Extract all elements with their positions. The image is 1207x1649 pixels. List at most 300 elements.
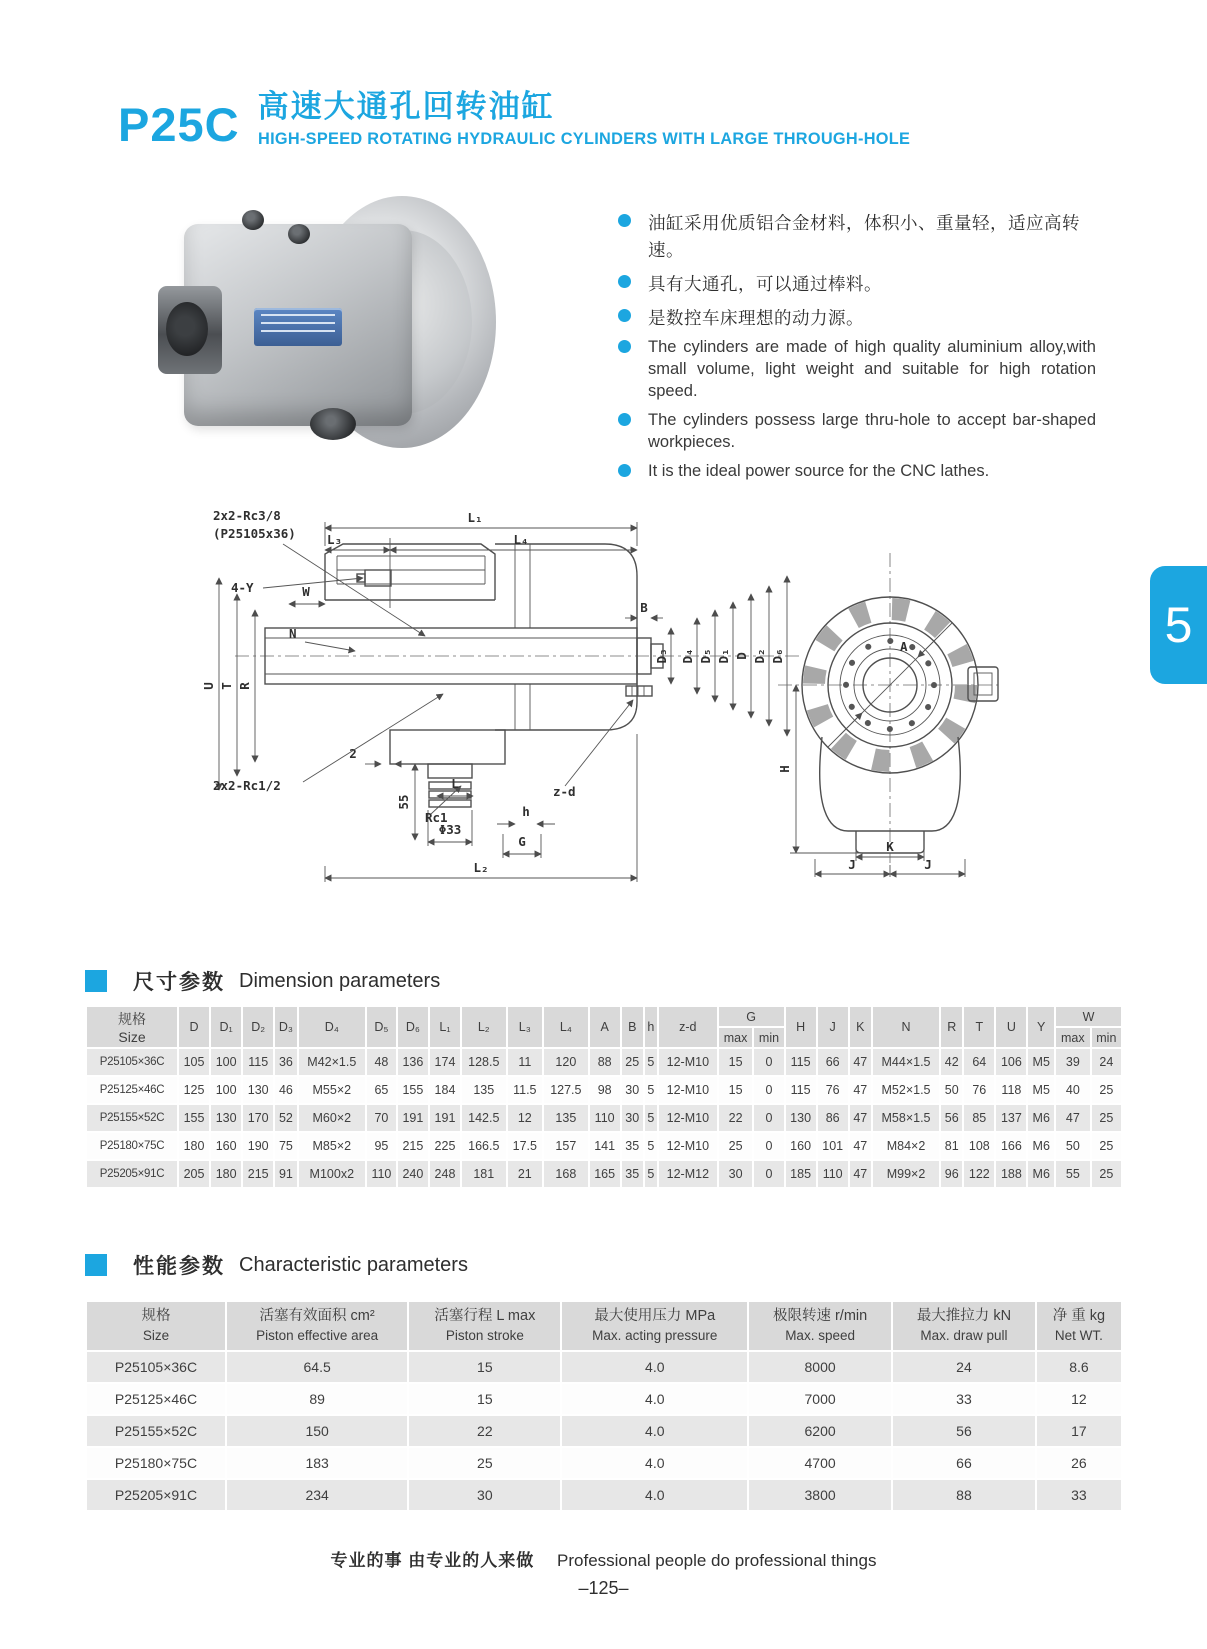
col-header: D: [178, 1006, 210, 1048]
feature-text: The cylinders possess large thru-hole to accept bar-shaped workpieces.: [648, 411, 1096, 451]
row-value-cell: 47: [1055, 1104, 1091, 1132]
col-zh: 最大使用压力 MPa: [594, 1308, 716, 1324]
row-value-cell: 15: [718, 1048, 754, 1076]
row-value-cell: M58×1.5: [872, 1104, 940, 1132]
feature-text: 油缸采用优质铝合金材料，体积小、重量轻，适应高转速。: [648, 213, 1080, 260]
row-value-cell: 47: [849, 1048, 872, 1076]
dim-label-L1: L₁: [467, 510, 483, 525]
row-value-cell: 50: [1055, 1132, 1091, 1160]
col-header-W: W: [1055, 1006, 1122, 1027]
photo-bolt: [242, 210, 264, 230]
col-zh: 活塞有效面积 cm²: [259, 1308, 375, 1324]
end-view-drawing: [770, 545, 1005, 879]
row-value-cell: 106: [995, 1048, 1027, 1076]
row-value-cell: 135: [461, 1076, 507, 1104]
row-value-cell: 215: [242, 1160, 274, 1188]
row-value-cell: 4700: [748, 1447, 892, 1479]
row-value-cell: 21: [507, 1160, 544, 1188]
row-value-cell: 25: [1091, 1076, 1122, 1104]
col-header: [748, 1301, 892, 1351]
table-row: [86, 1351, 1122, 1383]
table-row: [86, 1415, 1122, 1447]
row-value-cell: 96: [940, 1160, 963, 1188]
col-en: Piston effective area: [256, 1328, 379, 1343]
col-header: D₆: [397, 1006, 429, 1048]
char-title-en: Characteristic parameters: [239, 1253, 468, 1276]
col-en: Max. speed: [785, 1328, 855, 1343]
row-value-cell: 191: [397, 1104, 429, 1132]
footer-slogan-en: Professional people do professional things: [557, 1551, 877, 1570]
col-zh: 活塞行程 L max: [434, 1308, 536, 1324]
col-header: L₃: [507, 1006, 544, 1048]
row-value-cell: M42×1.5: [298, 1048, 366, 1076]
dimension-table-head: [86, 1006, 1122, 1048]
row-value-cell: 105: [178, 1048, 210, 1076]
dim-label-H: H: [777, 765, 792, 773]
row-value-cell: 7000: [748, 1383, 892, 1415]
row-value-cell: 4.0: [561, 1383, 748, 1415]
col-header-wmin: min: [1091, 1027, 1122, 1048]
col-header-G: G: [718, 1006, 785, 1027]
col-header: D₄: [298, 1006, 366, 1048]
col-header-gmax: max: [718, 1027, 754, 1048]
section-view-drawing: [185, 488, 805, 888]
feature-text: 具有大通孔，可以通过棒料。: [648, 274, 882, 294]
row-value-cell: 3800: [748, 1479, 892, 1511]
row-value-cell: 4.0: [561, 1351, 748, 1383]
row-value-cell: M5: [1027, 1048, 1055, 1076]
row-value-cell: 240: [397, 1160, 429, 1188]
row-size-cell: P25180×75C: [86, 1447, 226, 1479]
row-value-cell: 122: [963, 1160, 995, 1188]
row-value-cell: 188: [995, 1160, 1027, 1188]
row-value-cell: 95: [366, 1132, 397, 1160]
row-value-cell: 66: [817, 1048, 849, 1076]
row-value-cell: 12-M10: [658, 1132, 718, 1160]
row-value-cell: 33: [892, 1383, 1036, 1415]
row-size-cell: P25205×91C: [86, 1160, 178, 1188]
photo-label-plate: [254, 308, 342, 346]
col-header: H: [785, 1006, 817, 1048]
row-value-cell: 137: [995, 1104, 1027, 1132]
row-value-cell: 118: [995, 1076, 1027, 1104]
row-value-cell: 11: [507, 1048, 544, 1076]
row-value-cell: 110: [817, 1160, 849, 1188]
row-value-cell: 170: [242, 1104, 274, 1132]
row-value-cell: 98: [589, 1076, 621, 1104]
dim-label-D6: D₆: [770, 648, 785, 664]
row-value-cell: 185: [785, 1160, 817, 1188]
dim-label-R: R: [237, 682, 252, 690]
row-value-cell: 30: [621, 1076, 644, 1104]
row-value-cell: 15: [718, 1076, 754, 1104]
row-value-cell: 110: [589, 1104, 621, 1132]
chapter-tab: 5: [1150, 566, 1207, 684]
row-value-cell: 47: [849, 1104, 872, 1132]
col-header: L₁: [429, 1006, 461, 1048]
bullet-icon: [618, 309, 631, 322]
col-header: [86, 1301, 226, 1351]
bullet-icon: [618, 214, 631, 227]
row-value-cell: 100: [210, 1076, 242, 1104]
row-value-cell: 130: [785, 1104, 817, 1132]
row-value-cell: 136: [397, 1048, 429, 1076]
row-value-cell: 91: [274, 1160, 297, 1188]
row-value-cell: 205: [178, 1160, 210, 1188]
row-value-cell: 24: [892, 1351, 1036, 1383]
row-value-cell: 6200: [748, 1415, 892, 1447]
feature-text: It is the ideal power source for the CNC lathes.: [648, 462, 990, 480]
row-value-cell: 4.0: [561, 1447, 748, 1479]
col-zh: 规格: [141, 1308, 171, 1324]
row-value-cell: 88: [589, 1048, 621, 1076]
row-value-cell: 35: [621, 1132, 644, 1160]
row-value-cell: 66: [892, 1447, 1036, 1479]
col-header: D₃: [274, 1006, 297, 1048]
col-header: [408, 1301, 561, 1351]
row-value-cell: 130: [210, 1104, 242, 1132]
row-value-cell: 85: [963, 1104, 995, 1132]
page-number: –125–: [578, 1578, 629, 1598]
dim-label-L: L: [451, 776, 459, 791]
row-value-cell: 25: [1091, 1132, 1122, 1160]
feature-item: [618, 336, 1096, 402]
feature-item: [618, 460, 1096, 482]
row-value-cell: 225: [429, 1132, 461, 1160]
row-value-cell: 25: [1091, 1160, 1122, 1188]
row-value-cell: 180: [210, 1160, 242, 1188]
table-row: [86, 1076, 1122, 1104]
row-size-cell: P25125×46C: [86, 1383, 226, 1415]
row-value-cell: 157: [543, 1132, 589, 1160]
row-value-cell: 24: [1091, 1048, 1122, 1076]
dim-label-L2: L₂: [473, 860, 489, 875]
col-header: [561, 1301, 748, 1351]
row-value-cell: 26: [1036, 1447, 1122, 1479]
table-row: [86, 1479, 1122, 1511]
col-header: [892, 1301, 1036, 1351]
row-value-cell: M60×2: [298, 1104, 366, 1132]
characteristic-table-head: [86, 1301, 1122, 1351]
photo-bolt: [288, 224, 310, 244]
dim-label-T: T: [219, 682, 234, 690]
dim-label-G: G: [518, 834, 526, 849]
row-value-cell: 142.5: [461, 1104, 507, 1132]
row-value-cell: 76: [963, 1076, 995, 1104]
row-value-cell: 115: [785, 1076, 817, 1104]
row-value-cell: 12-M10: [658, 1048, 718, 1076]
section-bullet-icon: [85, 970, 107, 992]
row-size-cell: P25180×75C: [86, 1132, 178, 1160]
col-en: Piston stroke: [445, 1328, 524, 1343]
row-value-cell: 100: [210, 1048, 242, 1076]
row-value-cell: 165: [589, 1160, 621, 1188]
dim-label-D2: D₂: [752, 648, 767, 664]
col-zh: 净 重 kg: [1052, 1308, 1106, 1324]
row-value-cell: 12: [507, 1104, 544, 1132]
dim-label-D4: D₄: [680, 648, 695, 664]
page-header: [118, 88, 937, 154]
row-value-cell: 160: [210, 1132, 242, 1160]
row-value-cell: 35: [621, 1160, 644, 1188]
row-value-cell: 5: [644, 1104, 658, 1132]
row-value-cell: 0: [753, 1048, 784, 1076]
row-value-cell: 81: [940, 1132, 963, 1160]
row-value-cell: 5: [644, 1076, 658, 1104]
footer-slogan-zh: 专业的事 由专业的人来做: [330, 1551, 535, 1570]
col-header-gmin: min: [753, 1027, 784, 1048]
dim-label-B: B: [640, 600, 648, 615]
photo-port: [310, 408, 356, 440]
col-header: L₂: [461, 1006, 507, 1048]
row-value-cell: 12-M12: [658, 1160, 718, 1188]
row-value-cell: M5: [1027, 1076, 1055, 1104]
dim-label-Rc1: Rc1: [425, 810, 448, 825]
row-value-cell: 127.5: [543, 1076, 589, 1104]
table-row: [86, 1048, 1122, 1076]
row-size-cell: P25125×46C: [86, 1076, 178, 1104]
row-value-cell: M44×1.5: [872, 1048, 940, 1076]
row-value-cell: 181: [461, 1160, 507, 1188]
col-zh: 极限转速 r/min: [772, 1308, 868, 1324]
row-value-cell: 155: [397, 1076, 429, 1104]
row-value-cell: 166: [995, 1132, 1027, 1160]
char-section-title: [85, 1250, 468, 1280]
dim-label-A: A: [900, 639, 908, 654]
characteristic-table-body: [86, 1351, 1122, 1511]
bullet-icon: [618, 340, 631, 353]
model-code: P25C: [118, 98, 240, 151]
row-value-cell: 15: [408, 1351, 561, 1383]
row-value-cell: 120: [543, 1048, 589, 1076]
row-value-cell: 5: [644, 1160, 658, 1188]
row-value-cell: M6: [1027, 1160, 1055, 1188]
features-zh: [618, 210, 1096, 339]
row-value-cell: 17: [1036, 1415, 1122, 1447]
title-zh: 高速大通孔回转油缸: [257, 89, 555, 124]
row-value-cell: 75: [274, 1132, 297, 1160]
row-value-cell: 0: [753, 1132, 784, 1160]
dim-label-zd: z-d: [553, 784, 576, 799]
photo-bore: [166, 302, 208, 356]
bullet-icon: [618, 464, 631, 477]
row-value-cell: 56: [940, 1104, 963, 1132]
row-value-cell: 12: [1036, 1383, 1122, 1415]
row-value-cell: 141: [589, 1132, 621, 1160]
row-value-cell: 22: [408, 1415, 561, 1447]
row-value-cell: M6: [1027, 1104, 1055, 1132]
dim-label-D5: D₅: [698, 648, 713, 664]
table-row: [86, 1447, 1122, 1479]
row-value-cell: 248: [429, 1160, 461, 1188]
row-value-cell: 25: [408, 1447, 561, 1479]
row-value-cell: 128.5: [461, 1048, 507, 1076]
row-value-cell: 25: [1091, 1104, 1122, 1132]
table-row: [86, 1160, 1122, 1188]
row-value-cell: 64.5: [226, 1351, 408, 1383]
row-size-cell: P25105×36C: [86, 1048, 178, 1076]
bullet-icon: [618, 275, 631, 288]
bullet-icon: [618, 413, 631, 426]
row-value-cell: M6: [1027, 1132, 1055, 1160]
col-en: Max. draw pull: [920, 1328, 1008, 1343]
table-row: [86, 1383, 1122, 1415]
feature-item: [618, 409, 1096, 453]
row-value-cell: 184: [429, 1076, 461, 1104]
row-value-cell: M84×2: [872, 1132, 940, 1160]
dim-label-h: h: [522, 804, 530, 819]
row-value-cell: 39: [1055, 1048, 1091, 1076]
dim-title-en: Dimension parameters: [239, 969, 441, 992]
row-value-cell: 48: [366, 1048, 397, 1076]
feature-text: 是数控车床理想的动力源。: [648, 308, 864, 328]
product-photo: [158, 190, 500, 465]
col-header: K: [849, 1006, 872, 1048]
row-value-cell: 47: [849, 1132, 872, 1160]
dim-label-D1: D₁: [716, 648, 731, 664]
col-header: B: [621, 1006, 644, 1048]
row-value-cell: 8000: [748, 1351, 892, 1383]
row-value-cell: 25: [718, 1132, 754, 1160]
col-header: z-d: [658, 1006, 718, 1048]
col-size-zh: 规格: [118, 1011, 146, 1027]
row-value-cell: 0: [753, 1160, 784, 1188]
row-value-cell: 17.5: [507, 1132, 544, 1160]
row-size-cell: P25105×36C: [86, 1351, 226, 1383]
callout-4Y: 4-Y: [231, 580, 254, 595]
row-value-cell: 115: [785, 1048, 817, 1076]
row-value-cell: 166.5: [461, 1132, 507, 1160]
table-row: [86, 1132, 1122, 1160]
dim-label-L3: L₃: [327, 532, 343, 547]
col-zh: 最大推拉力 kN: [916, 1308, 1012, 1324]
dim-label-55: 55: [396, 794, 411, 810]
dim-label-phi33: Φ33: [438, 822, 462, 837]
col-header: N: [872, 1006, 940, 1048]
row-value-cell: 174: [429, 1048, 461, 1076]
row-size-cell: P25155×52C: [86, 1415, 226, 1447]
col-header: J: [817, 1006, 849, 1048]
char-title-zh: 性能参数: [133, 1255, 225, 1278]
row-value-cell: M52×1.5: [872, 1076, 940, 1104]
row-value-cell: M99×2: [872, 1160, 940, 1188]
row-value-cell: 65: [366, 1076, 397, 1104]
row-value-cell: 50: [940, 1076, 963, 1104]
dim-label-W: W: [302, 584, 310, 599]
row-value-cell: 191: [429, 1104, 461, 1132]
characteristic-table: [85, 1300, 1123, 1512]
row-value-cell: 88: [892, 1479, 1036, 1511]
row-value-cell: 25: [621, 1048, 644, 1076]
callout-rc12: 2x2-Rc1/2: [213, 778, 281, 793]
row-value-cell: 33: [1036, 1479, 1122, 1511]
row-value-cell: 15: [408, 1383, 561, 1415]
row-value-cell: 155: [178, 1104, 210, 1132]
col-header: [226, 1301, 408, 1351]
row-value-cell: 150: [226, 1415, 408, 1447]
row-value-cell: 101: [817, 1132, 849, 1160]
row-value-cell: 0: [753, 1076, 784, 1104]
dim-label-J2: J: [924, 857, 932, 872]
row-value-cell: 12-M10: [658, 1076, 718, 1104]
row-value-cell: 108: [963, 1132, 995, 1160]
row-value-cell: 40: [1055, 1076, 1091, 1104]
col-size-en: Size: [118, 1029, 146, 1045]
row-value-cell: 47: [849, 1160, 872, 1188]
row-value-cell: 55: [1055, 1160, 1091, 1188]
row-value-cell: 30: [718, 1160, 754, 1188]
row-value-cell: 183: [226, 1447, 408, 1479]
row-size-cell: P25155×52C: [86, 1104, 178, 1132]
dim-label-L4: L₄: [513, 532, 529, 547]
row-size-cell: P25205×91C: [86, 1479, 226, 1511]
row-value-cell: 168: [543, 1160, 589, 1188]
dimension-table-body: [86, 1048, 1122, 1188]
col-header: R: [940, 1006, 963, 1048]
row-value-cell: 30: [408, 1479, 561, 1511]
row-value-cell: 47: [849, 1076, 872, 1104]
row-value-cell: 76: [817, 1076, 849, 1104]
col-header: D₂: [242, 1006, 274, 1048]
row-value-cell: M85×2: [298, 1132, 366, 1160]
row-value-cell: 4.0: [561, 1479, 748, 1511]
col-en: Size: [142, 1328, 170, 1343]
row-value-cell: M100x2: [298, 1160, 366, 1188]
row-value-cell: 130: [242, 1076, 274, 1104]
col-header-size: [86, 1006, 178, 1048]
col-header: [1036, 1301, 1122, 1351]
dim-label-K: K: [886, 839, 894, 854]
dim-label-D3: D₃: [654, 648, 669, 664]
row-value-cell: M55×2: [298, 1076, 366, 1104]
section-bullet-icon: [85, 1254, 107, 1276]
dim-label-N: N: [289, 626, 297, 641]
row-value-cell: 64: [963, 1048, 995, 1076]
row-value-cell: 5: [644, 1132, 658, 1160]
col-header-wmax: max: [1055, 1027, 1091, 1048]
row-value-cell: 70: [366, 1104, 397, 1132]
dimension-table: [85, 1005, 1123, 1189]
row-value-cell: 8.6: [1036, 1351, 1122, 1383]
dim-label-D: D: [734, 652, 749, 660]
row-value-cell: 89: [226, 1383, 408, 1415]
col-header: A: [589, 1006, 621, 1048]
row-value-cell: 56: [892, 1415, 1036, 1447]
row-value-cell: 52: [274, 1104, 297, 1132]
row-value-cell: 190: [242, 1132, 274, 1160]
table-row: [86, 1104, 1122, 1132]
row-value-cell: 0: [753, 1104, 784, 1132]
dim-label-J1: J: [848, 857, 856, 872]
row-value-cell: 180: [178, 1132, 210, 1160]
features-en: [618, 336, 1096, 489]
row-value-cell: 30: [621, 1104, 644, 1132]
row-value-cell: 4.0: [561, 1415, 748, 1447]
row-value-cell: 11.5: [507, 1076, 544, 1104]
feature-item: [618, 210, 1096, 264]
title-en: HIGH-SPEED ROTATING HYDRAULIC CYLINDERS WITH LARGE THROUGH-HOLE: [257, 129, 910, 148]
row-value-cell: 215: [397, 1132, 429, 1160]
col-header: D₁: [210, 1006, 242, 1048]
col-header: h: [644, 1006, 658, 1048]
dim-title-zh: 尺寸参数: [133, 971, 225, 994]
feature-text: The cylinders are made of high quality aluminium alloy,with small volume, light weight and suitable for high rotation speed.: [648, 338, 1096, 400]
col-header: U: [995, 1006, 1027, 1048]
col-header: D₅: [366, 1006, 397, 1048]
row-value-cell: 42: [940, 1048, 963, 1076]
dim-section-title: [85, 966, 440, 996]
feature-item: [618, 305, 1096, 332]
